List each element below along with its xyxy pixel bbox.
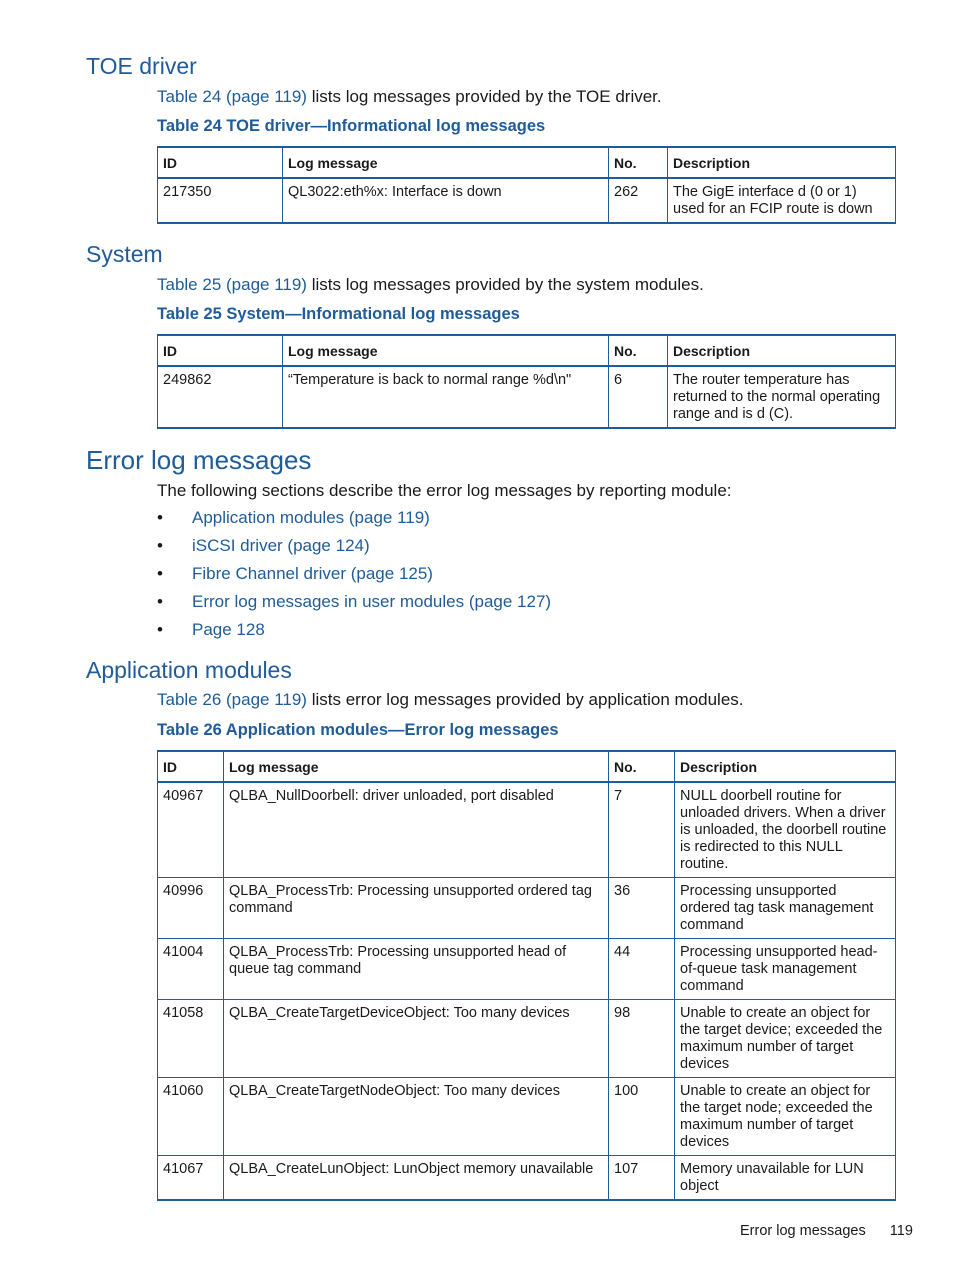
list-item <box>157 620 657 648</box>
col-header-no: No. <box>609 751 675 782</box>
cell-log-message: QLBA_ProcessTrb: Processing unsupported ordered tag command <box>224 878 609 939</box>
col-header-log-message: Log message <box>283 335 609 366</box>
table-24-link[interactable]: Table 24 (page 119) <box>157 87 307 106</box>
list-item <box>157 564 657 592</box>
footer-section-title: Error log messages <box>740 1223 866 1239</box>
table-row <box>158 782 896 878</box>
table-26-caption: Table 26 Application modules—Error log messages <box>157 721 559 739</box>
table-row <box>158 366 896 428</box>
col-header-id: ID <box>158 147 283 178</box>
table-row <box>158 1078 896 1156</box>
bullet-link-page-128[interactable]: Page 128 <box>192 620 265 639</box>
cell-id: 40996 <box>158 878 224 939</box>
toe-intro <box>157 87 662 107</box>
cell-no: 98 <box>609 1000 675 1078</box>
table-header-row <box>158 335 896 366</box>
bullet-link-application-modules[interactable]: Application modules (page 119) <box>192 508 430 527</box>
cell-no: 262 <box>609 178 668 223</box>
col-header-description: Description <box>668 147 896 178</box>
table-25-caption: Table 25 System—Informational log messages <box>157 305 520 323</box>
table-row <box>158 1000 896 1078</box>
table-25 <box>157 334 896 429</box>
table-26 <box>157 750 896 1201</box>
bullet-link-user-modules[interactable]: Error log messages in user modules (page 127) <box>192 592 552 611</box>
list-item <box>157 536 657 564</box>
toe-intro-text: lists log messages provided by the TOE driver. <box>306 87 662 106</box>
cell-id: 40967 <box>158 782 224 878</box>
cell-description: Unable to create an object for the target device; exceeded the maximum number of target devices <box>675 1000 896 1078</box>
col-header-id: ID <box>158 335 283 366</box>
bullet-icon: • <box>157 508 163 527</box>
cell-id: 217350 <box>158 178 283 223</box>
application-modules-heading: Application modules <box>86 657 292 683</box>
cell-log-message: QLBA_CreateTargetNodeObject: Too many devices <box>224 1078 609 1156</box>
cell-no: 6 <box>609 366 668 428</box>
footer <box>740 1223 913 1239</box>
cell-no: 107 <box>609 1156 675 1201</box>
bullet-list <box>157 508 657 648</box>
bullet-icon: • <box>157 592 163 611</box>
app-intro-text: lists error log messages provided by application modules. <box>306 690 744 709</box>
cell-id: 41067 <box>158 1156 224 1201</box>
cell-no: 100 <box>609 1078 675 1156</box>
list-item <box>157 508 657 536</box>
cell-description: Memory unavailable for LUN object <box>675 1156 896 1201</box>
col-header-description: Description <box>668 335 896 366</box>
system-intro-text: lists log messages provided by the system modules. <box>306 275 704 294</box>
cell-id: 249862 <box>158 366 283 428</box>
table-25-link[interactable]: Table 25 (page 119) <box>157 275 307 294</box>
cell-id: 41004 <box>158 939 224 1000</box>
bullet-icon: • <box>157 536 163 555</box>
error-intro: The following sections describe the error log messages by reporting module: <box>157 481 732 500</box>
cell-log-message: QLBA_CreateLunObject: LunObject memory unavailable <box>224 1156 609 1201</box>
cell-log-message: QLBA_ProcessTrb: Processing unsupported head of queue tag command <box>224 939 609 1000</box>
cell-description: Processing unsupported head-of-queue task management command <box>675 939 896 1000</box>
col-header-log-message: Log message <box>224 751 609 782</box>
system-intro <box>157 275 704 295</box>
cell-description: The GigE interface d (0 or 1) used for an FCIP route is down <box>668 178 896 223</box>
table-row <box>158 878 896 939</box>
cell-description: Processing unsupported ordered tag task management command <box>675 878 896 939</box>
table-row <box>158 1156 896 1201</box>
bullet-link-iscsi-driver[interactable]: iSCSI driver (page 124) <box>192 536 370 555</box>
cell-log-message: QLBA_NullDoorbell: driver unloaded, port disabled <box>224 782 609 878</box>
app-intro <box>157 690 744 710</box>
page-number: 119 <box>889 1223 913 1239</box>
toe-driver-heading: TOE driver <box>86 53 197 79</box>
cell-log-message: “Temperature is back to normal range %d\n" <box>283 366 609 428</box>
cell-description: NULL doorbell routine for unloaded drivers. When a driver is unloaded, the doorbell routine is redirected to this NULL routine. <box>675 782 896 878</box>
cell-no: 44 <box>609 939 675 1000</box>
col-header-id: ID <box>158 751 224 782</box>
table-24-caption: Table 24 TOE driver—Informational log messages <box>157 117 546 135</box>
cell-description: The router temperature has returned to the normal operating range and is d (C). <box>668 366 896 428</box>
table-row <box>158 939 896 1000</box>
cell-description: Unable to create an object for the target node; exceeded the maximum number of target devices <box>675 1078 896 1156</box>
cell-no: 7 <box>609 782 675 878</box>
error-log-heading: Error log messages <box>86 445 312 475</box>
table-header-row <box>158 751 896 782</box>
bullet-icon: • <box>157 564 163 583</box>
list-item <box>157 592 657 620</box>
table-24 <box>157 146 896 224</box>
col-header-no: No. <box>609 147 668 178</box>
cell-id: 41058 <box>158 1000 224 1078</box>
cell-log-message: QLBA_CreateTargetDeviceObject: Too many devices <box>224 1000 609 1078</box>
bullet-icon: • <box>157 620 163 639</box>
bullet-link-fibre-channel-driver[interactable]: Fibre Channel driver (page 125) <box>192 564 433 583</box>
table-row <box>158 178 896 223</box>
col-header-no: No. <box>609 335 668 366</box>
table-header-row <box>158 147 896 178</box>
system-heading: System <box>86 241 163 267</box>
cell-no: 36 <box>609 878 675 939</box>
cell-log-message: QL3022:eth%x: Interface is down <box>283 178 609 223</box>
col-header-description: Description <box>675 751 896 782</box>
table-26-link[interactable]: Table 26 (page 119) <box>157 690 307 709</box>
cell-id: 41060 <box>158 1078 224 1156</box>
col-header-log-message: Log message <box>283 147 609 178</box>
